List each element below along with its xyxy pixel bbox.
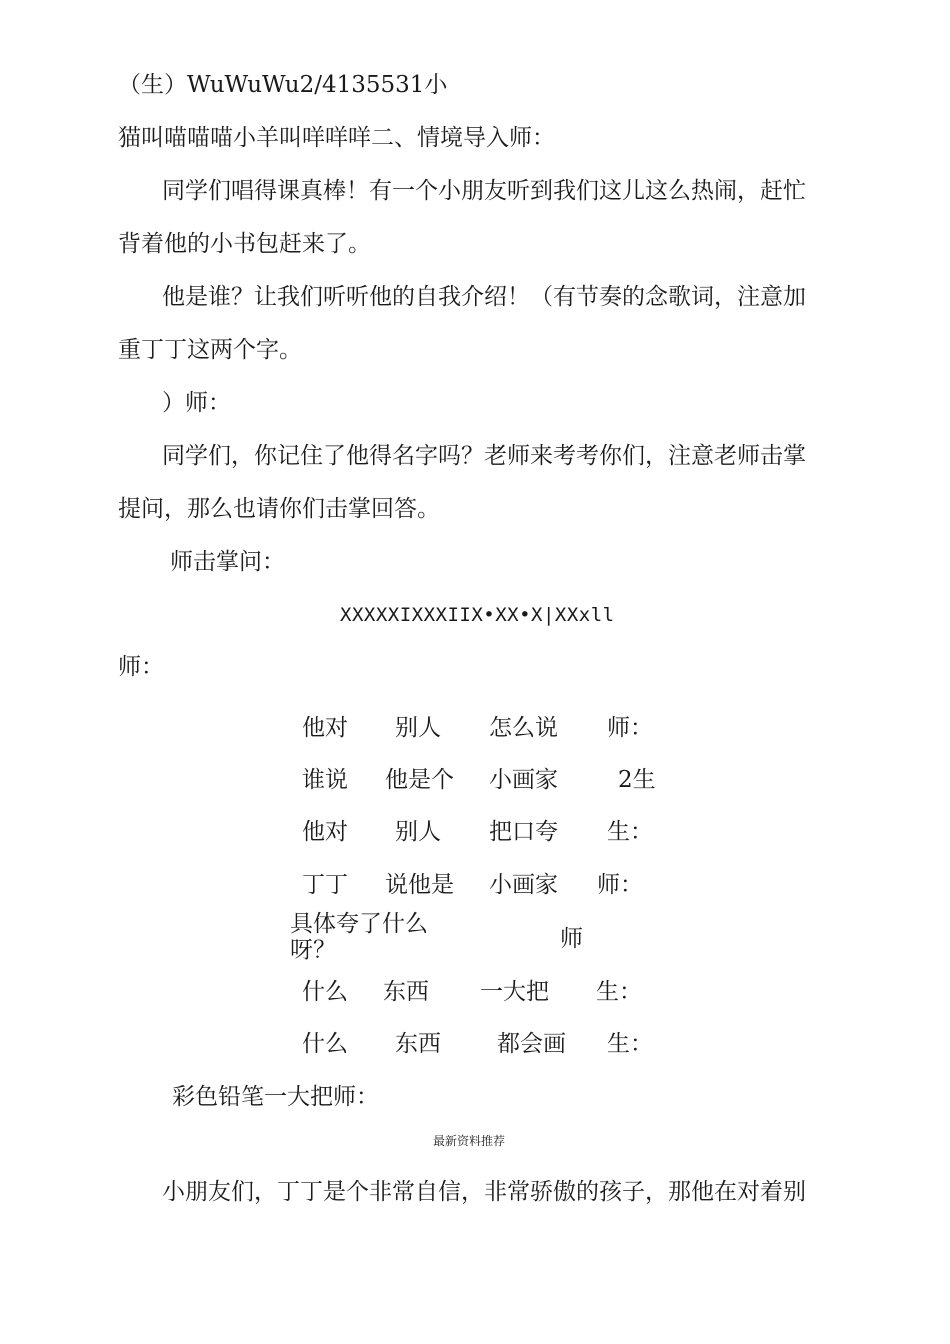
lyric-cell: 都会画 <box>497 1031 566 1057</box>
lyric-cell: 师 <box>560 926 583 952</box>
lyric-cell: 师： <box>607 715 653 741</box>
lyric-cell: 东西 <box>383 979 429 1005</box>
lyric-cell: 什么 <box>302 1031 348 1057</box>
text-line-4: 背着他的小书包赶来了。 <box>118 231 371 257</box>
text-line-1: （生）WuWuWu2/4135531小 <box>118 72 448 98</box>
lyric-cell: 2生 <box>618 767 656 793</box>
lyric-cell: 丁丁 <box>302 872 348 898</box>
text-line-10: 师击掌问： <box>170 549 285 575</box>
lyric-cell: 谁说 <box>302 767 348 793</box>
lyric-cell: 东西 <box>395 1031 441 1057</box>
text-line-9: 提问，那么也请你们击掌回答。 <box>118 496 440 522</box>
lyric-cell: 小画家 <box>489 767 558 793</box>
lyric-cell: 怎么说 <box>489 715 558 741</box>
text-line-5: 他是谁？让我们听听他的自我介绍！（有节奏的念歌词，注意加 <box>162 284 806 310</box>
lyric-cell: 他是个 <box>385 767 454 793</box>
text-line-11: 师： <box>118 654 164 680</box>
lyric-cell: 师： <box>597 872 643 898</box>
lyric-cell: 生： <box>596 979 642 1005</box>
lyric-cell: 具体夸了什么呀？ <box>290 911 428 963</box>
lyric-cell: 把口夸 <box>489 819 558 845</box>
lyric-cell: 小画家 <box>489 872 558 898</box>
rhythm-notation: XXXXXIXXXIIX•XX•X|XXxll <box>340 604 615 626</box>
lyric-cell: 他对 <box>302 819 348 845</box>
lyric-cell: 什么 <box>302 979 348 1005</box>
lyric-cell: 生： <box>607 819 653 845</box>
text-line-6: 重丁丁这两个字。 <box>118 337 302 363</box>
lyric-cell: 一大把 <box>480 979 549 1005</box>
lyric-cell: 他对 <box>302 715 348 741</box>
text-line-3: 同学们唱得课真棒！有一个小朋友听到我们这儿这么热闹，赶忙 <box>162 178 806 204</box>
text-line-12: 彩色铅笔一大把师： <box>172 1084 379 1110</box>
text-line-7: ）师： <box>162 390 231 416</box>
lyric-cell: 说他是 <box>385 872 454 898</box>
lyric-cell: 别人 <box>395 819 441 845</box>
lyric-cell: 别人 <box>395 715 441 741</box>
page-footer: 最新资料推荐 <box>433 1134 506 1148</box>
text-line-8: 同学们，你记住了他得名字吗？老师来考考你们，注意老师击掌 <box>162 443 806 469</box>
text-line-2: 猫叫喵喵喵小羊叫咩咩咩二、情境导入师： <box>118 125 555 151</box>
lyric-cell: 生： <box>607 1031 653 1057</box>
text-line-13: 小朋友们，丁丁是个非常自信，非常骄傲的孩子，那他在对着别 <box>162 1179 806 1205</box>
